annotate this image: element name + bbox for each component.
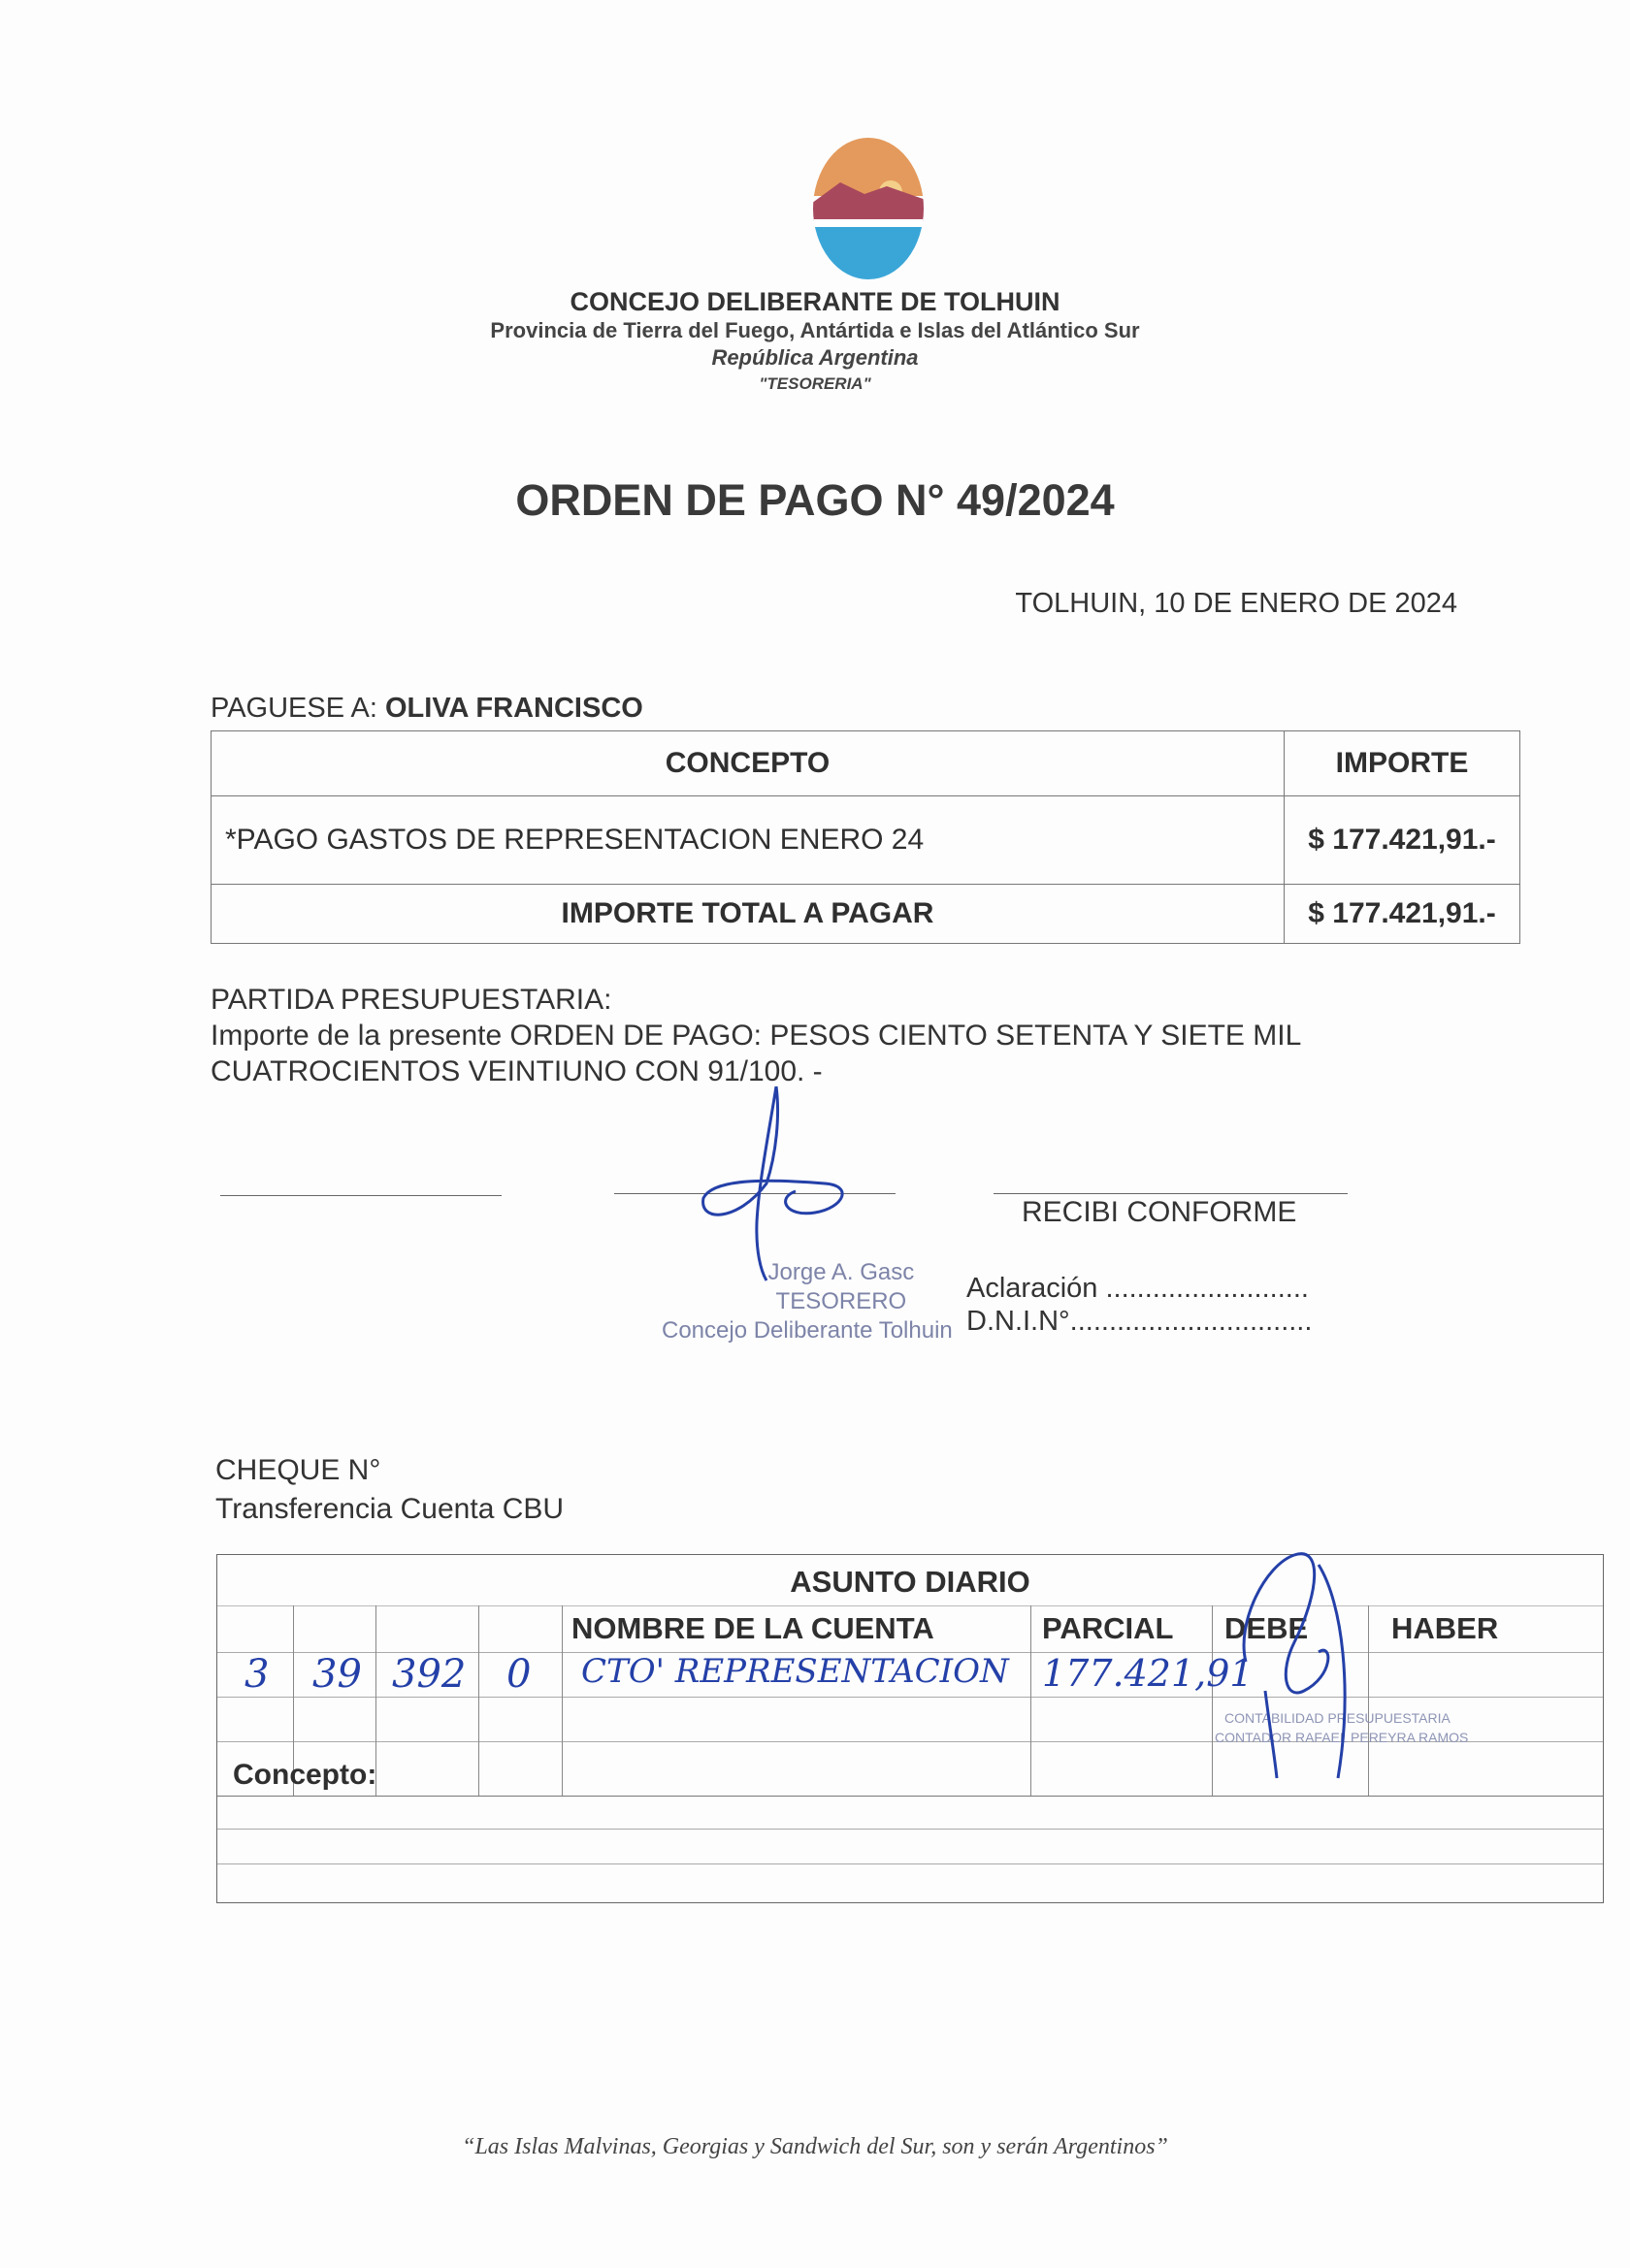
col-divider bbox=[1212, 1605, 1213, 1796]
col-partial-header: PARCIAL bbox=[1042, 1611, 1174, 1645]
payment-concept: *PAGO GASTOS DE REPRESENTACION ENERO 24 bbox=[212, 796, 1285, 885]
document-date: TOLHUIN, 10 DE ENERO DE 2024 bbox=[1015, 588, 1457, 619]
stamp-role: TESORERO bbox=[775, 1288, 907, 1314]
province-name: Provincia de Tierra del Fuego, Antártida e Islas del Atlántico Sur bbox=[490, 318, 1140, 342]
hw-code-2: 39 bbox=[312, 1652, 362, 1697]
footer-motto: “Las Islas Malvinas, Georgias y Sandwich del Sur, son y serán Argentinos” bbox=[462, 2134, 1168, 2159]
col-amount-header: IMPORTE bbox=[1285, 731, 1520, 796]
payee-line bbox=[211, 693, 643, 725]
row-divider bbox=[217, 1829, 1603, 1830]
hw-code-1: 3 bbox=[244, 1652, 270, 1697]
budget-section bbox=[211, 982, 1301, 1089]
page-title: ORDEN DE PAGO N° 49/2024 bbox=[515, 475, 1115, 525]
hw-code-3: 392 bbox=[392, 1652, 467, 1697]
row-divider bbox=[217, 1605, 1603, 1606]
col-divider bbox=[562, 1605, 563, 1796]
transfer-label: Transferencia Cuenta CBU bbox=[215, 1493, 565, 1525]
row-divider bbox=[217, 1697, 1603, 1698]
received-label: RECIBI CONFORME bbox=[1022, 1196, 1297, 1228]
aclaracion-field: Aclaración .......................... bbox=[966, 1273, 1309, 1304]
accounting-stamp-2: CONTADOR RAFAEL PEREYRA RAMOS bbox=[1215, 1730, 1469, 1745]
amount-in-words-2: CUATROCIENTOS VEINTIUNO CON 91/100. - bbox=[211, 1055, 823, 1087]
signature-line-receiver bbox=[994, 1193, 1348, 1194]
concepto-label: Concepto: bbox=[233, 1759, 377, 1791]
payment-method bbox=[215, 1451, 564, 1529]
stamp-name: Jorge A. Gasc bbox=[767, 1259, 915, 1285]
signature-line-left bbox=[220, 1195, 502, 1196]
payee-label: PAGUESE A: bbox=[211, 693, 377, 724]
accounting-stamp-1: CONTABILIDAD PRESUPUESTARIA bbox=[1224, 1710, 1451, 1726]
amount-in-words-1: Importe de la presente ORDEN DE PAGO: PESOS CIENTO SETENTA Y SIETE MIL bbox=[211, 1020, 1302, 1052]
payee-name: OLIVA FRANCISCO bbox=[384, 693, 643, 724]
col-concept-header: CONCEPTO bbox=[212, 731, 1285, 796]
journal-title: ASUNTO DIARIO bbox=[790, 1565, 1030, 1599]
treasurer-stamp bbox=[662, 1258, 953, 1345]
col-credit-header: HABER bbox=[1391, 1611, 1499, 1645]
col-debit-header: DEBE bbox=[1224, 1611, 1309, 1645]
accountant-signature bbox=[1226, 1536, 1391, 1798]
dni-field: D.N.I.N°............................... bbox=[966, 1306, 1313, 1337]
row-divider bbox=[217, 1863, 1603, 1864]
total-amount: $ 177.421,91.- bbox=[1285, 885, 1520, 944]
hw-code-4: 0 bbox=[506, 1652, 532, 1697]
hw-account: CTO' REPRESENTACION bbox=[581, 1652, 1009, 1691]
journal-entry-table bbox=[216, 1554, 1604, 1903]
col-account-header: NOMBRE DE LA CUENTA bbox=[571, 1611, 934, 1645]
office-name: "TESORERIA" bbox=[759, 374, 871, 393]
stamp-org: Concejo Deliberante Tolhuin bbox=[662, 1317, 953, 1344]
total-label: IMPORTE TOTAL A PAGAR bbox=[212, 885, 1285, 944]
col-divider bbox=[1030, 1605, 1031, 1796]
cheque-label: CHEQUE N° bbox=[215, 1454, 381, 1486]
hw-partial: 177.421,91 bbox=[1042, 1652, 1254, 1695]
budget-label: PARTIDA PRESUPUESTARIA: bbox=[211, 984, 612, 1016]
row-divider bbox=[217, 1796, 1603, 1797]
col-divider bbox=[478, 1605, 479, 1796]
country-name: República Argentina bbox=[711, 345, 919, 370]
council-logo bbox=[811, 136, 926, 281]
org-name: CONCEJO DELIBERANTE DE TOLHUIN bbox=[570, 287, 1060, 316]
receiver-fields bbox=[966, 1267, 1312, 1343]
payment-table bbox=[211, 730, 1520, 944]
payment-amount: $ 177.421,91.- bbox=[1285, 796, 1520, 885]
